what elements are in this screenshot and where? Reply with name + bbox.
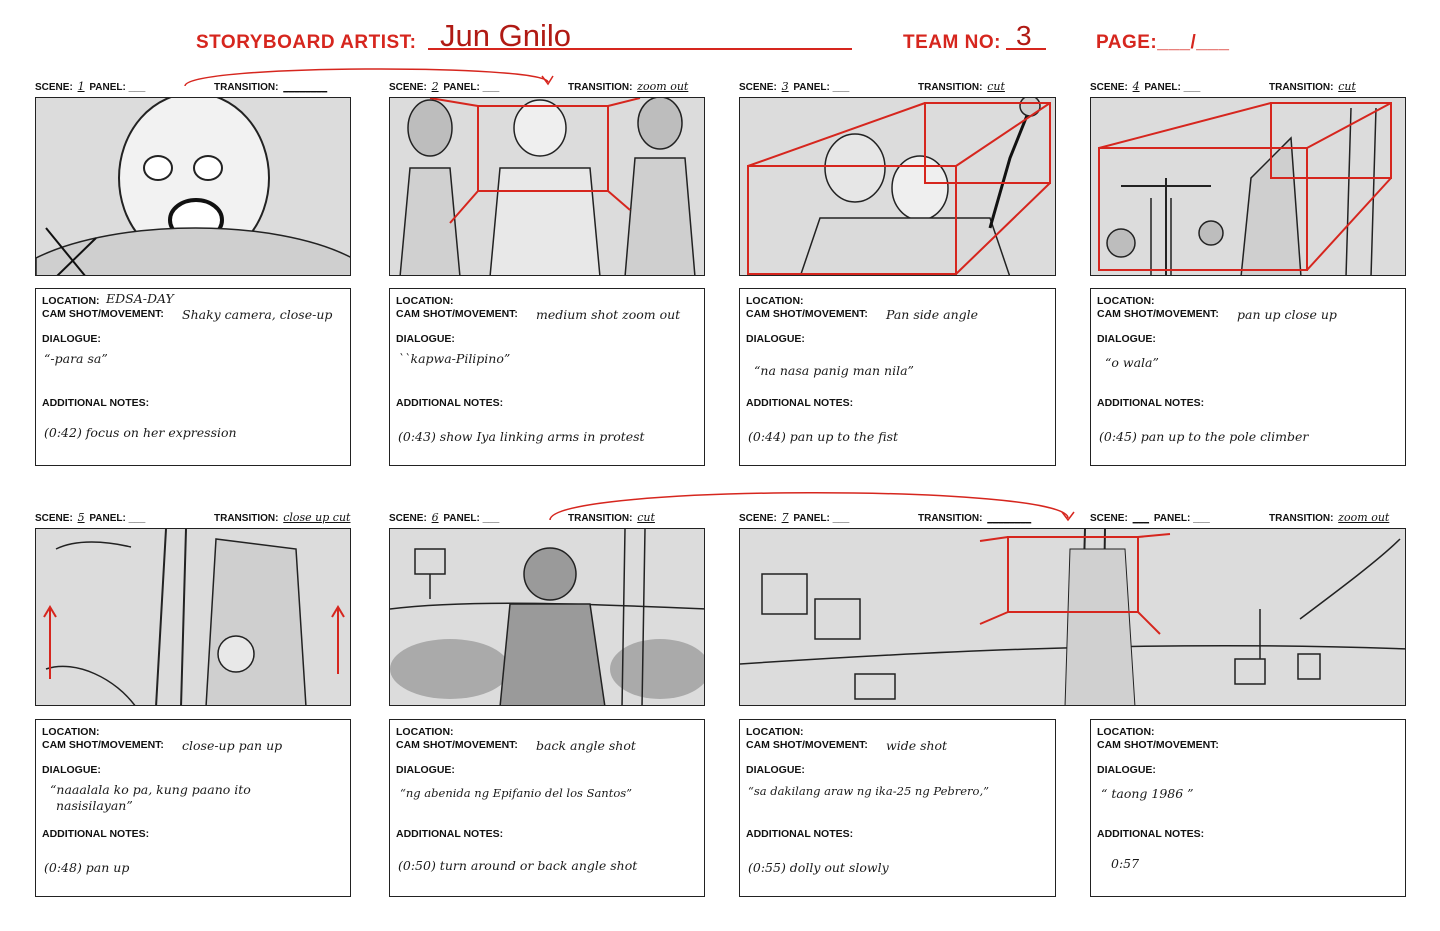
notes-label: ADDITIONAL NOTES: [42,828,150,840]
cam-value: Shaky camera, close-up [182,307,333,322]
cam-label: CAM SHOT/MOVEMENT: [746,739,868,751]
scene-meta [389,511,499,524]
cam-value: wide shot [886,738,948,753]
dialogue-value: “ng abenida ng Epifanio del los Santos” [400,786,633,800]
scene-number: 1 [77,80,85,93]
transition-value: close up cut [283,511,351,524]
scene-meta [389,80,499,93]
notes-box [739,719,1056,897]
cam-label: CAM SHOT/MOVEMENT: [396,739,518,751]
notes-label: ADDITIONAL NOTES: [396,828,504,840]
cam-value: back angle shot [536,738,636,753]
location-label: LOCATION: [42,295,100,307]
sketch-frame [739,97,1056,276]
panel-label: PANEL: ___ [443,513,500,524]
scene-label: SCENE: [35,513,73,524]
sketch-close-up-hands-pole [36,529,351,706]
notes-label: ADDITIONAL NOTES: [42,397,150,409]
notes-value: (0:55) dolly out slowly [748,860,889,875]
scene-number: 6 [431,511,439,524]
sketch-crowd-linking-arms [390,98,705,276]
panel-label: PANEL: ___ [793,513,850,524]
dialogue-value-line2: nasisilayan” [56,798,133,813]
notes-label: ADDITIONAL NOTES: [396,397,504,409]
cam-value: pan up close up [1237,307,1337,322]
dialogue-value: “ taong 1986 ” [1101,786,1194,801]
cam-value: medium shot zoom out [536,307,681,322]
dialogue-label: DIALOGUE: [42,764,101,776]
sketch-frame [1090,97,1406,276]
cam-label: CAM SHOT/MOVEMENT: [42,739,164,751]
scene-number: ___ [1132,511,1150,524]
transition-label: TRANSITION: [1269,513,1334,524]
cam-value: Pan side angle [886,307,979,322]
location-label: LOCATION: [746,726,804,738]
transition-meta [1269,80,1358,93]
sketch-frame [35,528,351,706]
dialogue-label: DIALOGUE: [746,333,805,345]
notes-box [35,288,351,466]
scene-meta [1090,511,1210,524]
dialogue-label: DIALOGUE: [1097,333,1156,345]
scene-number: 7 [781,511,789,524]
dialogue-label: DIALOGUE: [42,333,101,345]
notes-value: 0:57 [1111,856,1140,871]
sketch-wide-avenue-pole [740,529,1406,706]
notes-value: (0:43) show Iya linking arms in protest [398,429,645,444]
notes-box [739,288,1056,466]
transition-meta [568,511,657,524]
cam-label: CAM SHOT/MOVEMENT: [42,308,164,320]
dialogue-label: DIALOGUE: [396,764,455,776]
notes-box [389,719,705,897]
scene-meta [739,80,849,93]
location-label: LOCATION: [396,726,454,738]
scene-number: 2 [431,80,439,93]
transition-value: ________ [987,511,1032,524]
notes-value: (0:48) pan up [44,860,130,875]
transition-label: TRANSITION: [918,513,983,524]
sketch-frame-wide [739,528,1406,706]
sketch-fists-pole-climber [1091,98,1406,276]
scene-meta [739,511,849,524]
scene-number: 3 [781,80,789,93]
transition-value: zoom out [1338,511,1390,524]
notes-label: ADDITIONAL NOTES: [1097,397,1205,409]
dialogue-value: “na nasa panig man nila” [754,363,914,378]
panel-label: PANEL: ___ [1153,513,1210,524]
scene-meta [35,80,145,93]
scene-meta [1090,80,1200,93]
transition-label: TRANSITION: [1269,82,1334,93]
scene-label: SCENE: [389,513,427,524]
transition-label: TRANSITION: [568,513,633,524]
cam-label: CAM SHOT/MOVEMENT: [396,308,518,320]
cam-value: close-up pan up [182,738,283,753]
location-label: LOCATION: [396,295,454,307]
page-label: PAGE:___/___ [1096,32,1230,53]
scene-label: SCENE: [35,82,73,93]
notes-value: (0:50) turn around or back angle shot [398,858,638,873]
notes-box [1090,288,1406,466]
transition-label: TRANSITION: [214,513,279,524]
notes-box [389,288,705,466]
dialogue-label: DIALOGUE: [396,333,455,345]
transition-meta [214,80,329,93]
cam-label: CAM SHOT/MOVEMENT: [746,308,868,320]
scene-label: SCENE: [1090,82,1128,93]
scene-label: SCENE: [739,82,777,93]
notes-box [1090,719,1406,897]
notes-value: (0:45) pan up to the pole climber [1099,429,1309,444]
cam-label: CAM SHOT/MOVEMENT: [1097,739,1219,751]
scene-meta [35,511,145,524]
transition-meta [918,511,1033,524]
sketch-frame [35,97,351,276]
dialogue-value: “naaalala ko pa, kung paano ito [50,782,251,797]
dialogue-value: ``kapwa-Pilipino” [398,351,511,366]
panel-label: PANEL: ___ [443,82,500,93]
location-label: LOCATION: [42,726,100,738]
transition-value: zoom out [637,80,689,93]
notes-label: ADDITIONAL NOTES: [1097,828,1205,840]
transition-value: cut [1338,80,1356,93]
scene-label: SCENE: [389,82,427,93]
transition-meta [1269,511,1391,524]
location-label: LOCATION: [1097,726,1155,738]
notes-label: ADDITIONAL NOTES: [746,397,854,409]
transition-meta [568,80,690,93]
dialogue-value: “sa dakilang araw ng ika-25 ng Pebrero,” [748,784,989,798]
transition-label: TRANSITION: [214,82,279,93]
notes-value: (0:42) focus on her expression [44,425,237,440]
sketch-frame [389,528,705,706]
cam-label: CAM SHOT/MOVEMENT: [1097,308,1219,320]
location-value: EDSA-DAY [106,291,174,306]
notes-value: (0:44) pan up to the fist [748,429,899,444]
location-label: LOCATION: [746,295,804,307]
transition-value: ________ [283,80,328,93]
dialogue-value: “-para sa” [44,351,108,366]
transition-value: cut [637,511,655,524]
panel-label: PANEL: ___ [89,82,146,93]
transition-meta [918,80,1007,93]
scene-number: 5 [77,511,85,524]
transition-label: TRANSITION: [918,82,983,93]
sketch-frame [389,97,705,276]
sketch-side-angle-fist [740,98,1056,276]
scene-label: SCENE: [1090,513,1128,524]
sketch-back-angle-avenue [390,529,705,706]
team-number: 3 [1016,20,1032,51]
artist-label: STORYBOARD ARTIST: [196,32,417,53]
team-label: TEAM NO: [903,32,1001,53]
notes-box [35,719,351,897]
notes-label: ADDITIONAL NOTES: [746,828,854,840]
scene-number: 4 [1132,80,1140,93]
transition-value: cut [987,80,1005,93]
dialogue-label: DIALOGUE: [1097,764,1156,776]
transition-meta [214,511,352,524]
scene-label: SCENE: [739,513,777,524]
artist-name: Jun Gnilo [440,18,571,53]
sketch-girl-closeup [36,98,351,276]
transition-label: TRANSITION: [568,82,633,93]
panel-label: PANEL: ___ [89,513,146,524]
panel-label: PANEL: ___ [793,82,850,93]
location-label: LOCATION: [1097,295,1155,307]
dialogue-label: DIALOGUE: [746,764,805,776]
dialogue-value: “o wala” [1105,355,1159,370]
panel-label: PANEL: ___ [1144,82,1201,93]
